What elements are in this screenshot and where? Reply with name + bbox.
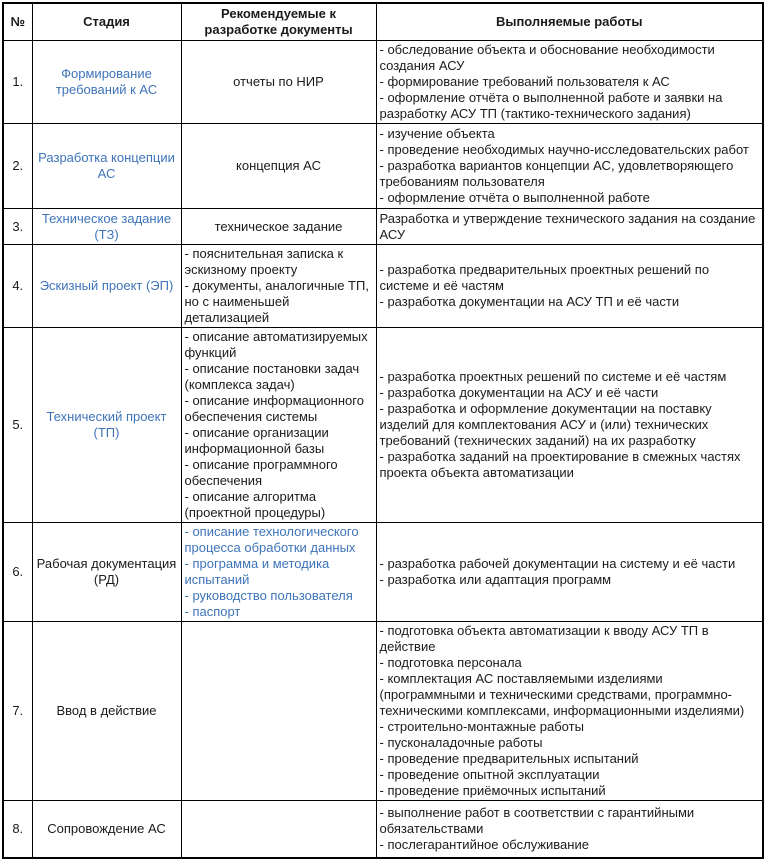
works-cell: [376, 41, 763, 124]
work-item: Разработка и утверждение технического задания на создание АСУ: [379, 210, 756, 242]
row-number: 2.: [12, 158, 24, 173]
row-number: 3.: [12, 218, 24, 234]
documents-cell: [181, 328, 376, 523]
work-item: - разработка и оформление документации на поставку изделий для комплектования АСУ и (или) технических требований (технических заданий) на их разработку: [379, 401, 712, 448]
work-item: - подготовка персонала: [379, 655, 522, 670]
doc-item: - описание автоматизируемых функций: [184, 329, 368, 360]
stage-link[interactable]: Формирование требований к АС: [55, 66, 158, 97]
work-item: - проведение предварительных испытаний: [379, 751, 639, 766]
row-number: 1.: [12, 74, 24, 89]
doc-item: - описание программного обеспечения: [184, 457, 338, 488]
work-item: - разработка заданий на проектирование в смежных частях проекта объекта автоматизации: [379, 449, 741, 480]
row-number-cell: [3, 245, 32, 328]
work-item: - пусконаладочные работы: [379, 735, 543, 750]
row-number-cell: [3, 801, 32, 858]
table-row: [3, 622, 763, 801]
work-item: - разработка документации на АСУ ТП и её части: [379, 294, 680, 309]
works-cell: [376, 245, 763, 328]
work-item: - разработка вариантов концепции АС, удовлетворяющего требованиям пользователя: [379, 158, 734, 189]
stage-cell: [32, 622, 181, 801]
stage-cell: [32, 209, 181, 245]
table-row: [3, 209, 763, 245]
works-cell: [376, 801, 763, 858]
row-number: 8.: [12, 820, 24, 836]
stages-table: [2, 2, 764, 859]
stage-cell: [32, 801, 181, 858]
work-item: - комплектация АС поставляемыми изделиями (программными и техническими средствами, программно-техническими комплексами, информационными изделиями): [379, 671, 745, 718]
works-cell: [376, 328, 763, 523]
stage-link[interactable]: Разработка концепции АС: [38, 150, 175, 181]
table-row: [3, 245, 763, 328]
row-number-cell: [3, 622, 32, 801]
work-item: - проведение приёмочных испытаний: [379, 783, 606, 798]
works-cell: [376, 124, 763, 209]
table-row: [3, 124, 763, 209]
works-cell: [376, 622, 763, 801]
stage-label: Рабочая документация (РД): [36, 556, 177, 587]
work-item: - оформление отчёта о выполненной работе: [379, 190, 650, 205]
work-item: - разработка документации на АСУ и её части: [379, 385, 659, 400]
work-item: - разработка или адаптация программ: [379, 572, 612, 587]
col-header-num: №: [3, 3, 32, 41]
stage-link[interactable]: Эскизный проект (ЭП): [39, 278, 174, 293]
work-item: - обследование объекта и обоснование необходимости создания АСУ: [379, 42, 715, 73]
row-number-cell: [3, 328, 32, 523]
row-number: 5.: [12, 417, 24, 432]
stage-link[interactable]: Техническое задание (ТЗ): [41, 210, 172, 242]
doc-item: техническое задание: [214, 218, 343, 234]
documents-cell: [181, 41, 376, 124]
work-item: - строительно-монтажные работы: [379, 719, 584, 734]
doc-item: концепция АС: [236, 158, 321, 173]
col-header-works: Выполняемые работы: [376, 3, 763, 41]
documents-cell: [181, 124, 376, 209]
work-item: - изучение объекта: [379, 126, 495, 141]
doc-item: - пояснительная записка к эскизному проекту: [184, 246, 344, 277]
row-number-cell: [3, 523, 32, 622]
header-row: [3, 3, 763, 41]
doc-item: - описание информационного обеспечения системы: [184, 393, 364, 424]
col-header-stage: Стадия: [32, 3, 181, 41]
row-number: 6.: [12, 564, 24, 579]
work-item: - оформление отчёта о выполненной работе и заявки на разработку АСУ ТП (тактико-технического задания): [379, 90, 723, 121]
stage-cell: [32, 124, 181, 209]
table-row: [3, 801, 763, 858]
documents-cell: [181, 209, 376, 245]
doc-link[interactable]: - описание технологического процесса обработки данных: [184, 524, 359, 555]
documents-cell: [181, 801, 376, 858]
doc-link[interactable]: - руководство пользователя: [184, 588, 353, 603]
stage-label: Сопровождение АС: [47, 820, 166, 836]
work-item: - разработка предварительных проектных решений по системе и её частям: [379, 262, 710, 293]
row-number: 7.: [12, 703, 24, 718]
doc-item: - описание постановки задач (комплекса задач): [184, 361, 360, 392]
row-number: 4.: [12, 278, 24, 293]
stage-link[interactable]: Технический проект (ТП): [46, 409, 167, 440]
documents-cell: [181, 245, 376, 328]
work-item: - проведение необходимых научно-исследовательских работ: [379, 142, 749, 157]
doc-item: - описание алгоритма (проектной процедуры): [184, 489, 326, 520]
doc-link[interactable]: - программа и методика испытаний: [184, 556, 330, 587]
row-number-cell: [3, 41, 32, 124]
work-item: - разработка рабочей документации на систему и её части: [379, 556, 736, 571]
work-item: - формирование требований пользователя к АС: [379, 74, 670, 89]
doc-item: - описание организации информационной базы: [184, 425, 329, 456]
works-cell: [376, 523, 763, 622]
work-item: - разработка проектных решений по системе и её частям: [379, 369, 727, 384]
stage-label: Ввод в действие: [56, 703, 157, 718]
works-cell: [376, 209, 763, 245]
row-number-cell: [3, 209, 32, 245]
doc-item: - документы, аналогичные ТП, но с наименьшей детализацией: [184, 278, 369, 325]
documents-cell: [181, 523, 376, 622]
work-item: - выполнение работ в соответствии с гарантийными обязательствами: [379, 804, 695, 836]
row-number-cell: [3, 124, 32, 209]
documents-cell: [181, 622, 376, 801]
stage-cell: [32, 523, 181, 622]
stage-cell: [32, 245, 181, 328]
doc-link[interactable]: - паспорт: [184, 604, 241, 619]
stage-cell: [32, 328, 181, 523]
work-item: - проведение опытной эксплуатации: [379, 767, 600, 782]
table-row: [3, 41, 763, 124]
table-row: [3, 328, 763, 523]
work-item: - подготовка объекта автоматизации к вводу АСУ ТП в действие: [379, 623, 709, 654]
table-row: [3, 523, 763, 622]
work-item: - послегарантийное обслуживание: [379, 836, 589, 852]
doc-item: отчеты по НИР: [233, 74, 324, 89]
stage-cell: [32, 41, 181, 124]
col-header-docs: Рекомендуемые к разработке документы: [181, 3, 376, 41]
